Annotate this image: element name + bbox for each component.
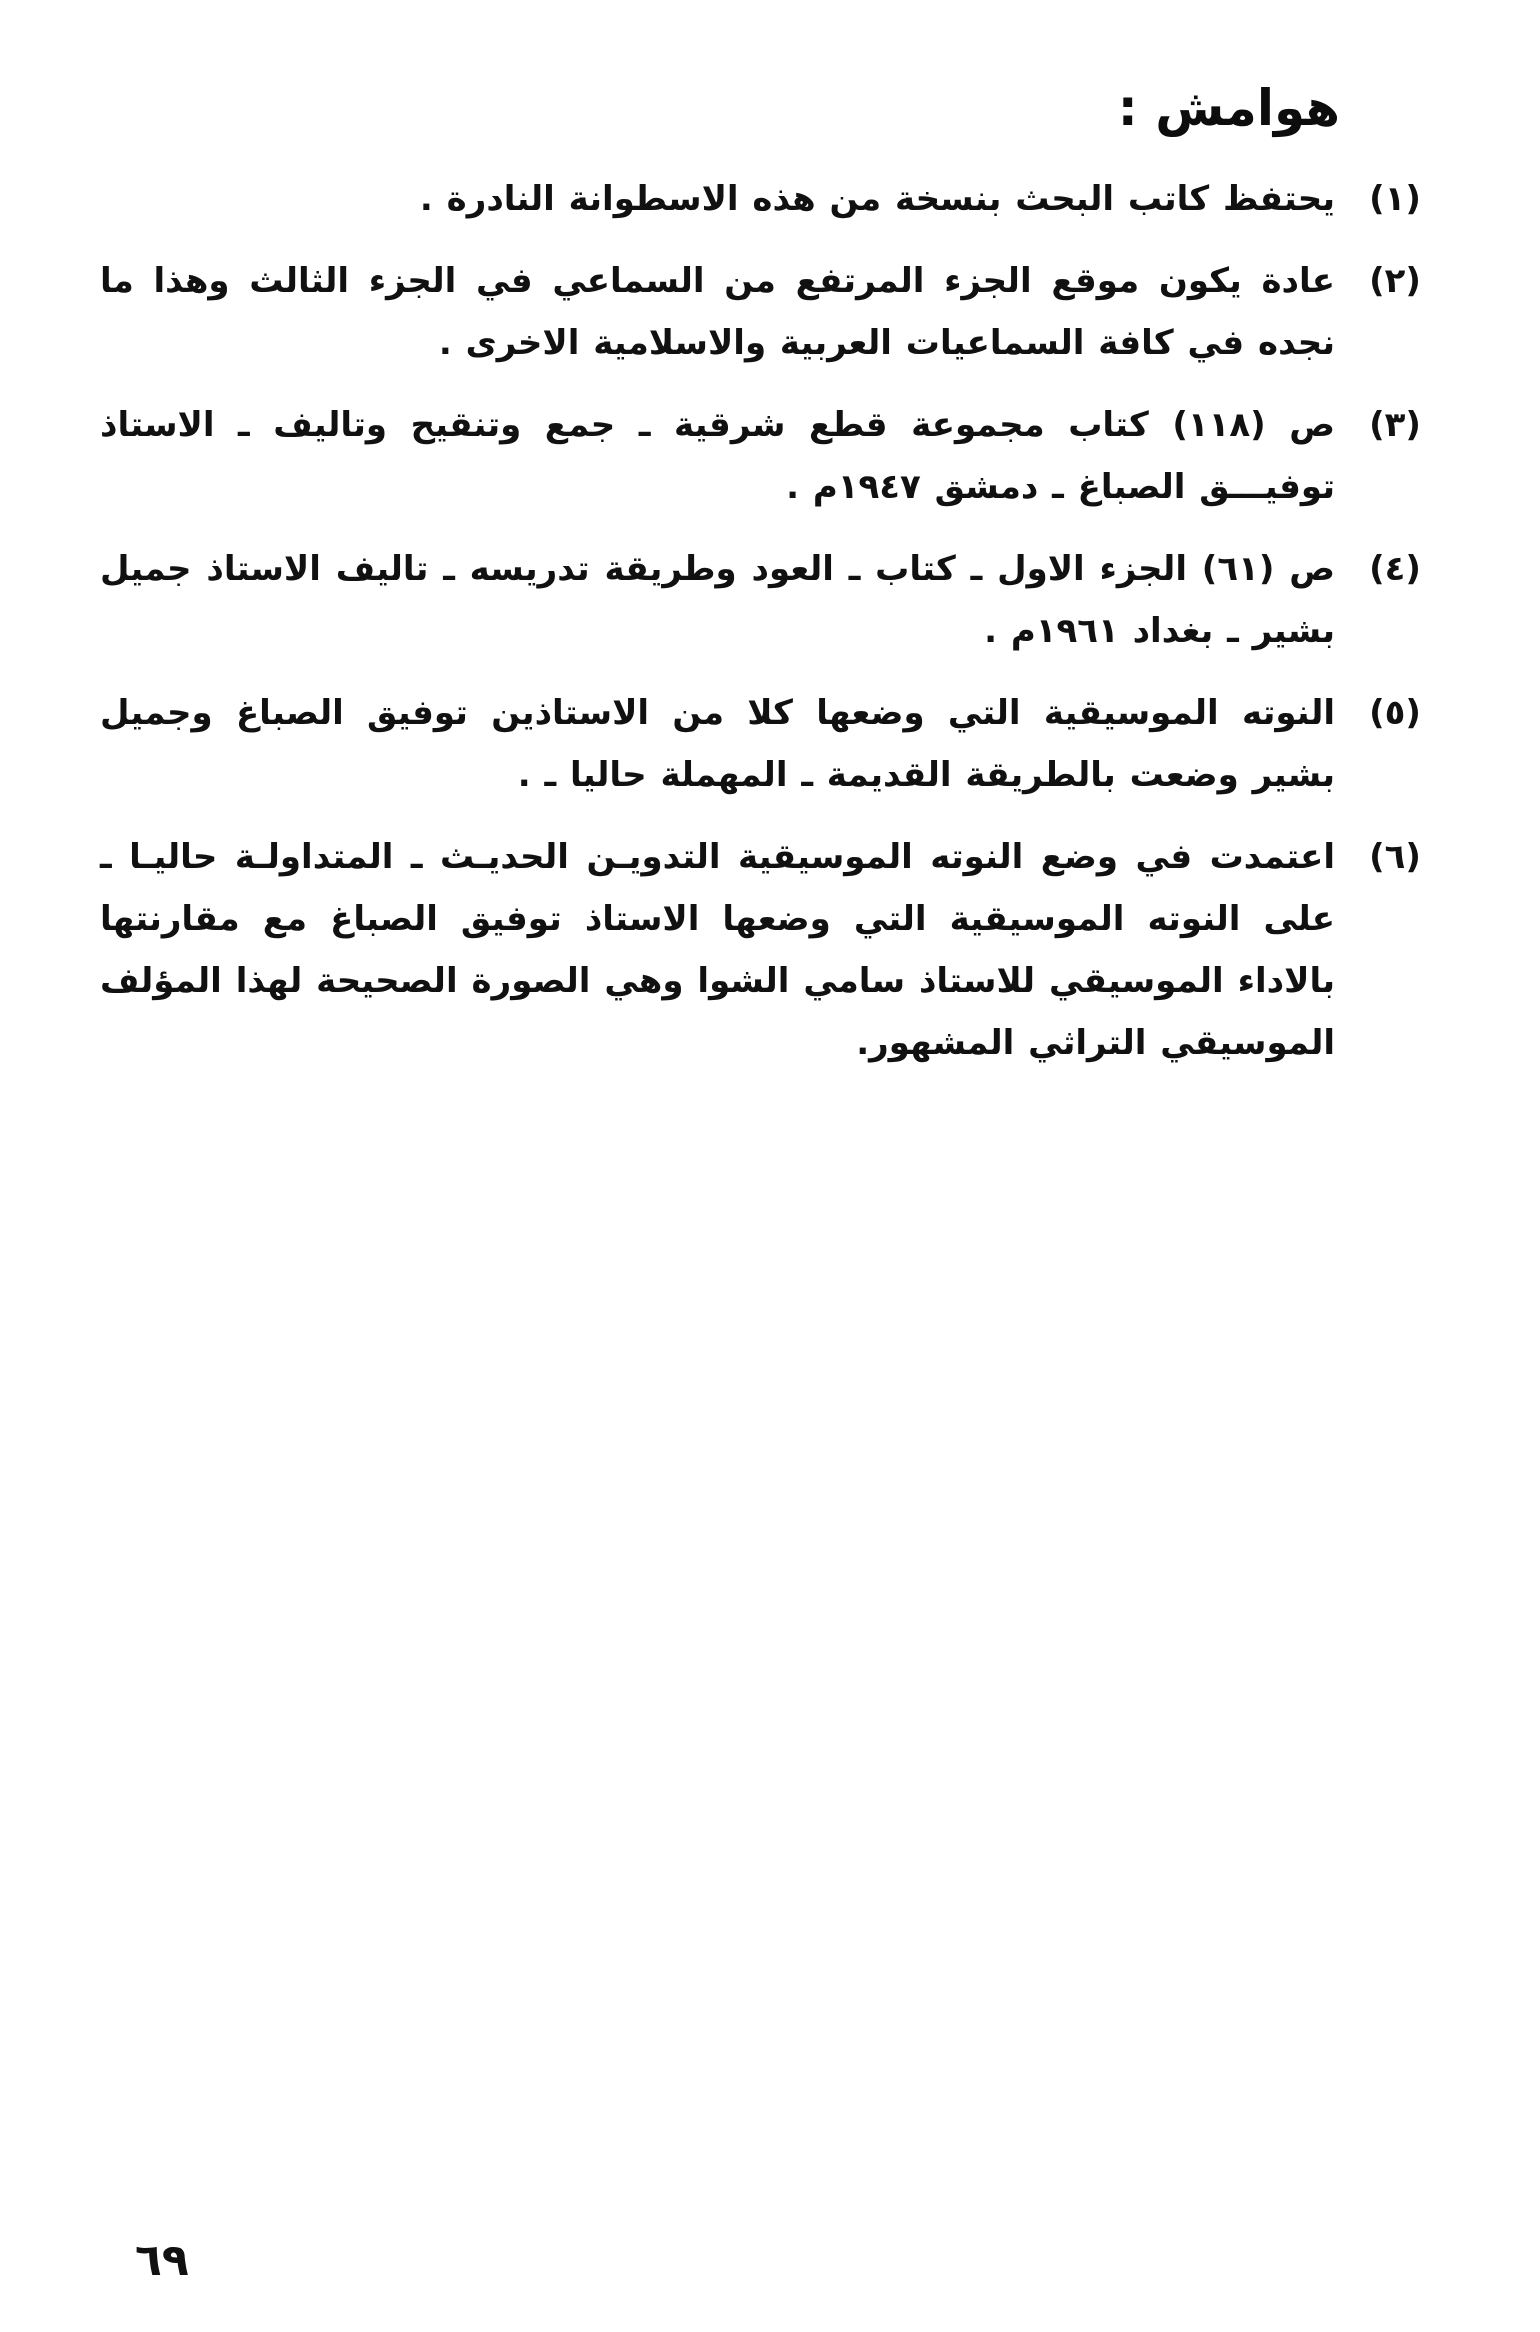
footnote-number: (٣) <box>1369 405 1421 445</box>
footnote-number: (٦) <box>1369 837 1421 877</box>
footnote-text: اعتمدت في وضع النوته الموسيقية التدويـن الحديـث ـ المتداولـة حاليـا ـ على النوته الموسيقية التي وضعها الاستاذ توفيق الصباغ مع مقارنتها بالاداء الموسيقي للاستاذ سامي الشوا وهي الصورة الصحيحة لهذا المؤلف الموسيقي التراثي المشهور. <box>100 837 1335 1063</box>
footnote <box>100 826 1430 1074</box>
footnotes-list <box>100 168 1430 1094</box>
footnote-number: (٤) <box>1369 549 1421 589</box>
footnote-text: ص (١١٨) كتاب مجموعة قطع شرقية ـ جمع وتنقيح وتاليف ـ الاستاذ توفيـــق الصباغ ـ دمشق ١٩٤٧م . <box>100 405 1335 507</box>
footnote-number: (٢) <box>1369 261 1421 301</box>
footnote <box>100 168 1430 230</box>
footnote-text: ص (٦١) الجزء الاول ـ كتاب ـ العود وطريقة تدريسه ـ تاليف الاستاذ جميل بشير ـ بغداد ١٩٦١م . <box>100 549 1335 651</box>
footnote-text: النوته الموسيقية التي وضعها كلا من الاستاذين توفيق الصباغ وجميل بشير وضعت بالطريقة القديمة ـ المهملة حاليا ـ . <box>100 693 1335 795</box>
footnote <box>100 250 1430 374</box>
footnote <box>100 682 1430 806</box>
footnote <box>100 394 1430 518</box>
page-number: ٦٩ <box>135 2235 189 2286</box>
footnote <box>100 538 1430 662</box>
page-heading: هوامش : <box>1117 79 1340 137</box>
footnote-text: يحتفظ كاتب البحث بنسخة من هذه الاسطوانة النادرة . <box>419 179 1335 219</box>
footnote-number: (٥) <box>1369 693 1421 733</box>
footnote-text: عادة يكون موقع الجزء المرتفع من السماعي في الجزء الثالث وهذا ما نجده في كافة السماعيات العربية والاسلامية الاخرى . <box>100 261 1335 363</box>
footnote-number: (١) <box>1369 179 1421 219</box>
